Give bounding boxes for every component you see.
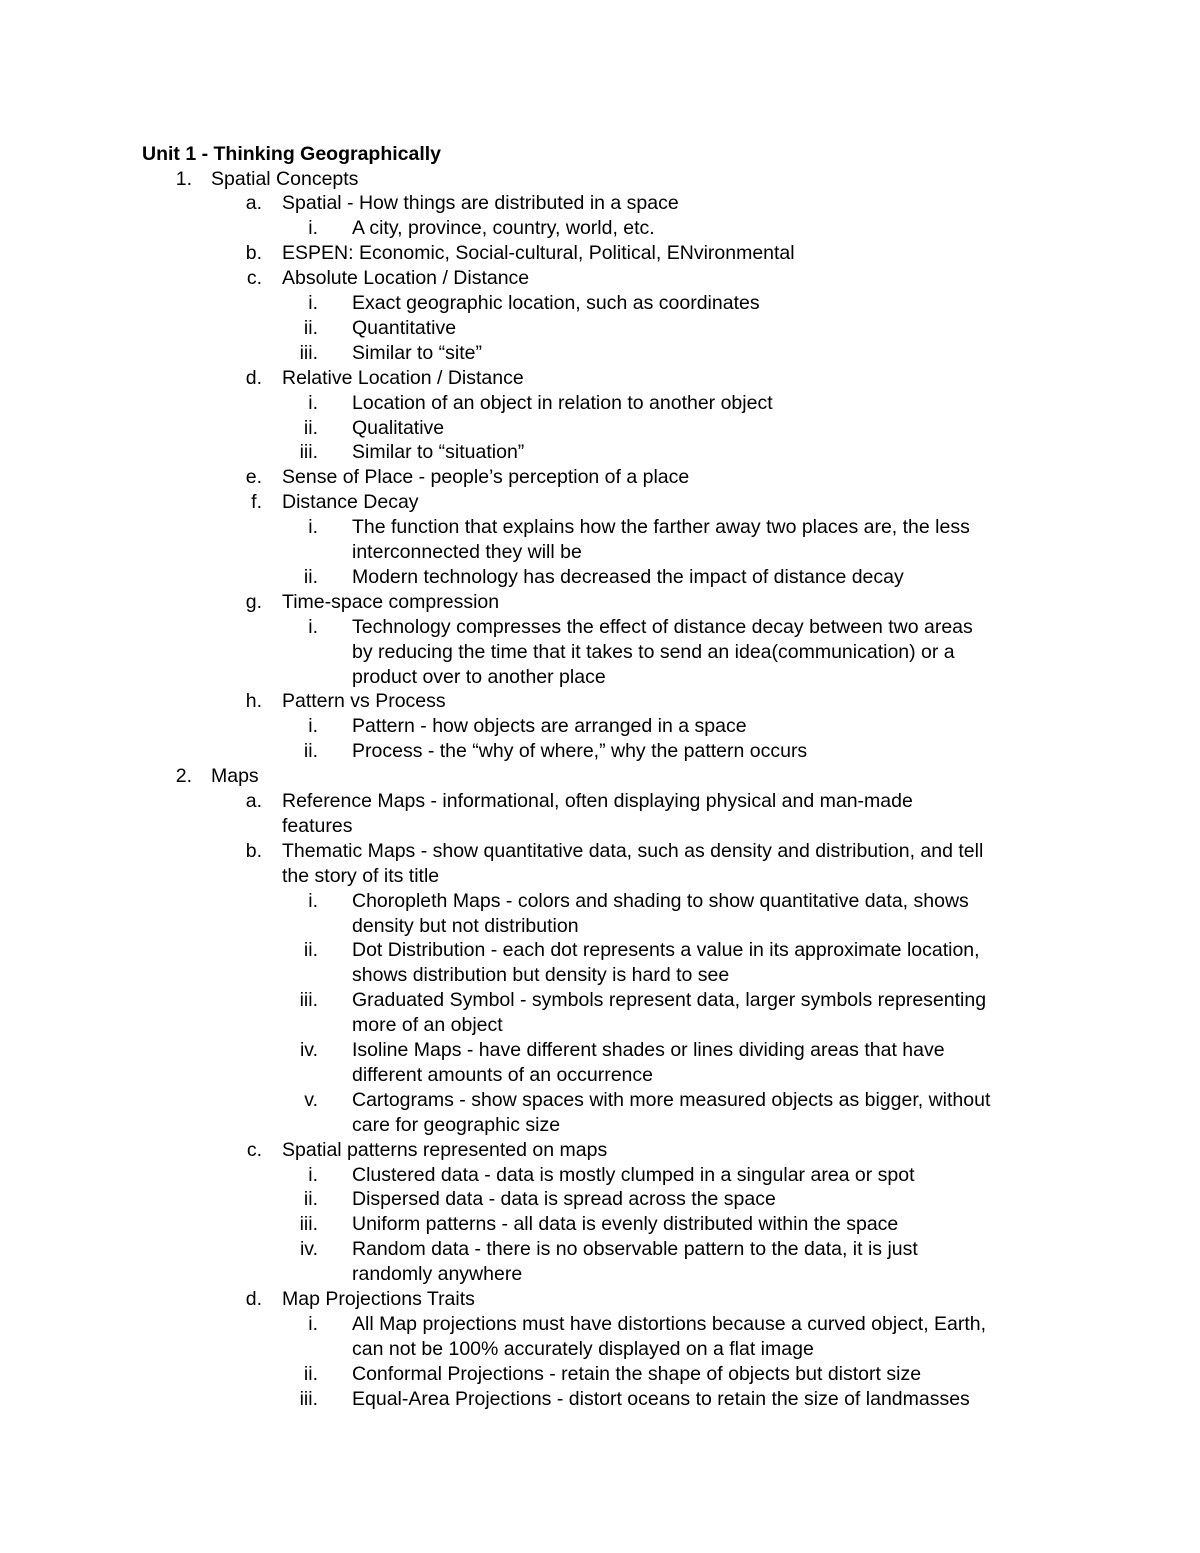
outline-item [0,266,1200,290]
outline-item [0,1212,1200,1236]
outline-marker: ii. [303,939,318,962]
outline-marker: iii. [299,341,318,364]
outline-text: Isoline Maps - have different shades or lines dividing areas that have [352,1039,945,1061]
outline-marker: i. [308,217,318,240]
outline-item [0,565,1200,589]
outline-item [0,366,1200,390]
outline-item [0,1163,1200,1187]
outline-text: A city, province, country, world, etc. [352,217,655,240]
outline-marker: f. [251,491,262,514]
outline-item [0,540,1200,564]
outline-text: Spatial - How things are distributed in a space [282,192,679,215]
outline-marker: i. [308,615,318,638]
outline-item [0,1187,1200,1211]
outline-marker: i. [308,889,318,912]
outline-marker: ii. [303,740,318,763]
outline-item [0,465,1200,489]
outline-marker: i. [308,1163,318,1186]
outline-item [0,739,1200,763]
outline-item [0,490,1200,514]
outline-item [0,864,1200,888]
outline-marker: v. [304,1088,318,1111]
outline-text: ESPEN: Economic, Social-cultural, Political, ENvironmental [282,242,795,265]
outline-text: Equal-Area Projections - distort oceans to retain the size of landmasses [352,1387,970,1410]
outline-text: features [282,814,353,837]
outline-item [0,1138,1200,1162]
outline-marker: g. [245,590,262,613]
outline-item [0,1337,1200,1361]
outline-text: Similar to “site” [352,341,483,364]
outline-item [0,714,1200,738]
outline-marker: iii. [299,1387,318,1410]
outline-text: Sense of Place - people’s perception of a place [282,466,690,489]
outline-item [0,391,1200,415]
outline-item [0,814,1200,838]
outline-item [0,689,1200,713]
outline-item [0,938,1200,962]
outline-item [0,191,1200,215]
outline-text: Maps [211,765,259,788]
outline-item [0,1237,1200,1261]
outline-item [0,416,1200,440]
outline-text: the story of its title [282,864,440,887]
outline-text: Time-space compression [282,590,500,613]
outline-text: Quantitative [352,316,457,339]
outline-item [0,590,1200,614]
document-title: Unit 1 - Thinking Geographically [142,143,442,165]
outline-text: Map Projections Traits [282,1288,475,1310]
outline-item [0,291,1200,315]
outline-item [0,640,1200,664]
outline-marker: a. [245,192,262,215]
outline-text: can not be 100% accurately displayed on a flat image [352,1337,814,1360]
outline-marker: c. [246,1138,262,1161]
outline-text: Pattern - how objects are arranged in a space [352,715,747,738]
outline-marker: d. [245,366,262,389]
outline-text: Cartograms - show spaces with more measured objects as bigger, without [352,1088,991,1111]
outline-text: shows distribution but density is hard to see [352,964,730,987]
outline-text: Dot Distribution - each dot represents a value in its approximate location, [352,939,980,962]
outline-text: Technology compresses the effect of distance decay between two areas [352,615,973,638]
outline-marker: i. [308,292,318,314]
outline-marker: ii. [303,565,318,588]
outline-item [0,167,1200,191]
outline-item [0,1038,1200,1062]
outline-item [0,216,1200,240]
outline-item [0,988,1200,1012]
outline-text: The function that explains how the farther away two places are, the less [352,516,970,539]
outline-item [0,1088,1200,1112]
outline-marker: ii. [303,316,318,339]
outline-item [0,316,1200,340]
outline-item [0,1013,1200,1037]
outline-marker: iv. [299,1039,318,1061]
outline-text: different amounts of an occurrence [352,1063,653,1086]
outline-text: Random data - there is no observable pattern to the data, it is just [352,1238,918,1261]
outline-item [0,515,1200,539]
outline-text: Conformal Projections - retain the shape of objects but distort size [352,1362,922,1385]
outline-text: Similar to “situation” [352,441,525,464]
outline-text: interconnected they will be [352,541,582,563]
outline-item [0,341,1200,365]
outline-marker: iii. [299,989,318,1012]
outline-text: Uniform patterns - all data is evenly distributed within the space [352,1213,899,1236]
outline-text: Exact geographic location, such as coordinates [352,292,760,314]
outline-item [0,889,1200,913]
outline-text: randomly anywhere [352,1263,523,1286]
outline-marker: i. [308,516,318,539]
outline-text: Pattern vs Process [282,690,446,713]
outline-item [0,789,1200,813]
outline-text: Qualitative [352,416,445,439]
outline-text: more of an object [352,1014,503,1037]
outline-text: All Map projections must have distortions because a curved object, Earth, [352,1312,987,1335]
outline-text: Graduated Symbol - symbols represent data, larger symbols representing [352,989,987,1012]
outline-marker: i. [308,391,318,414]
outline-item [0,764,1200,788]
outline-text: by reducing the time that it takes to send an idea(communication) or a [352,640,955,663]
outline-item [0,1387,1200,1411]
outline-text: Absolute Location / Distance [282,267,530,290]
outline-item [0,1312,1200,1336]
outline-item [0,1113,1200,1137]
outline-text: Location of an object in relation to another object [352,391,773,414]
outline-marker: ii. [303,416,318,439]
outline-marker: iii. [299,1213,318,1236]
outline-item [0,1362,1200,1386]
outline-marker: ii. [303,1188,318,1211]
outline-text: Process - the “why of where,” why the pattern occurs [352,740,808,763]
outline-text: Modern technology has decreased the impact of distance decay [352,565,904,588]
outline-item [0,914,1200,938]
outline-text: product over to another place [352,665,606,688]
outline-text: Reference Maps - informational, often displaying physical and man-made [282,790,913,812]
outline-text: Clustered data - data is mostly clumped in a singular area or spot [352,1163,915,1186]
outline-text: care for geographic size [352,1113,561,1136]
outline-text: Thematic Maps - show quantitative data, such as density and distribution, and tell [282,839,984,862]
outline-text: Relative Location / Distance [282,366,524,389]
outline-item [0,1262,1200,1286]
outline-item [0,665,1200,689]
outline-marker: c. [246,267,262,290]
outline-text: Choropleth Maps - colors and shading to show quantitative data, shows [352,889,969,912]
outline-item [0,241,1200,265]
outline-marker: 2. [175,765,192,788]
outline-text: Spatial patterns represented on maps [282,1138,608,1161]
outline-marker: h. [245,690,262,713]
outline-text: Spatial Concepts [211,167,359,190]
outline-marker: i. [308,1312,318,1335]
outline-marker: d. [245,1288,262,1310]
outline-item [0,1287,1200,1311]
outline-text: Distance Decay [282,491,419,514]
outline-marker: iv. [299,1238,318,1261]
outline-marker: b. [245,839,262,862]
outline-item [0,615,1200,639]
outline-marker: e. [245,466,262,489]
outline-text: density but not distribution [352,914,579,937]
outline-text: Dispersed data - data is spread across the space [352,1188,776,1211]
outline-marker: iii. [299,441,318,464]
outline-marker: b. [245,242,262,265]
outline-item [0,440,1200,464]
outline-item [0,1063,1200,1087]
outline-item [0,963,1200,987]
outline-marker: i. [308,715,318,738]
outline-marker: 1. [175,167,192,190]
outline-marker: a. [245,790,262,812]
outline-marker: ii. [303,1362,318,1385]
outline-item [0,839,1200,863]
